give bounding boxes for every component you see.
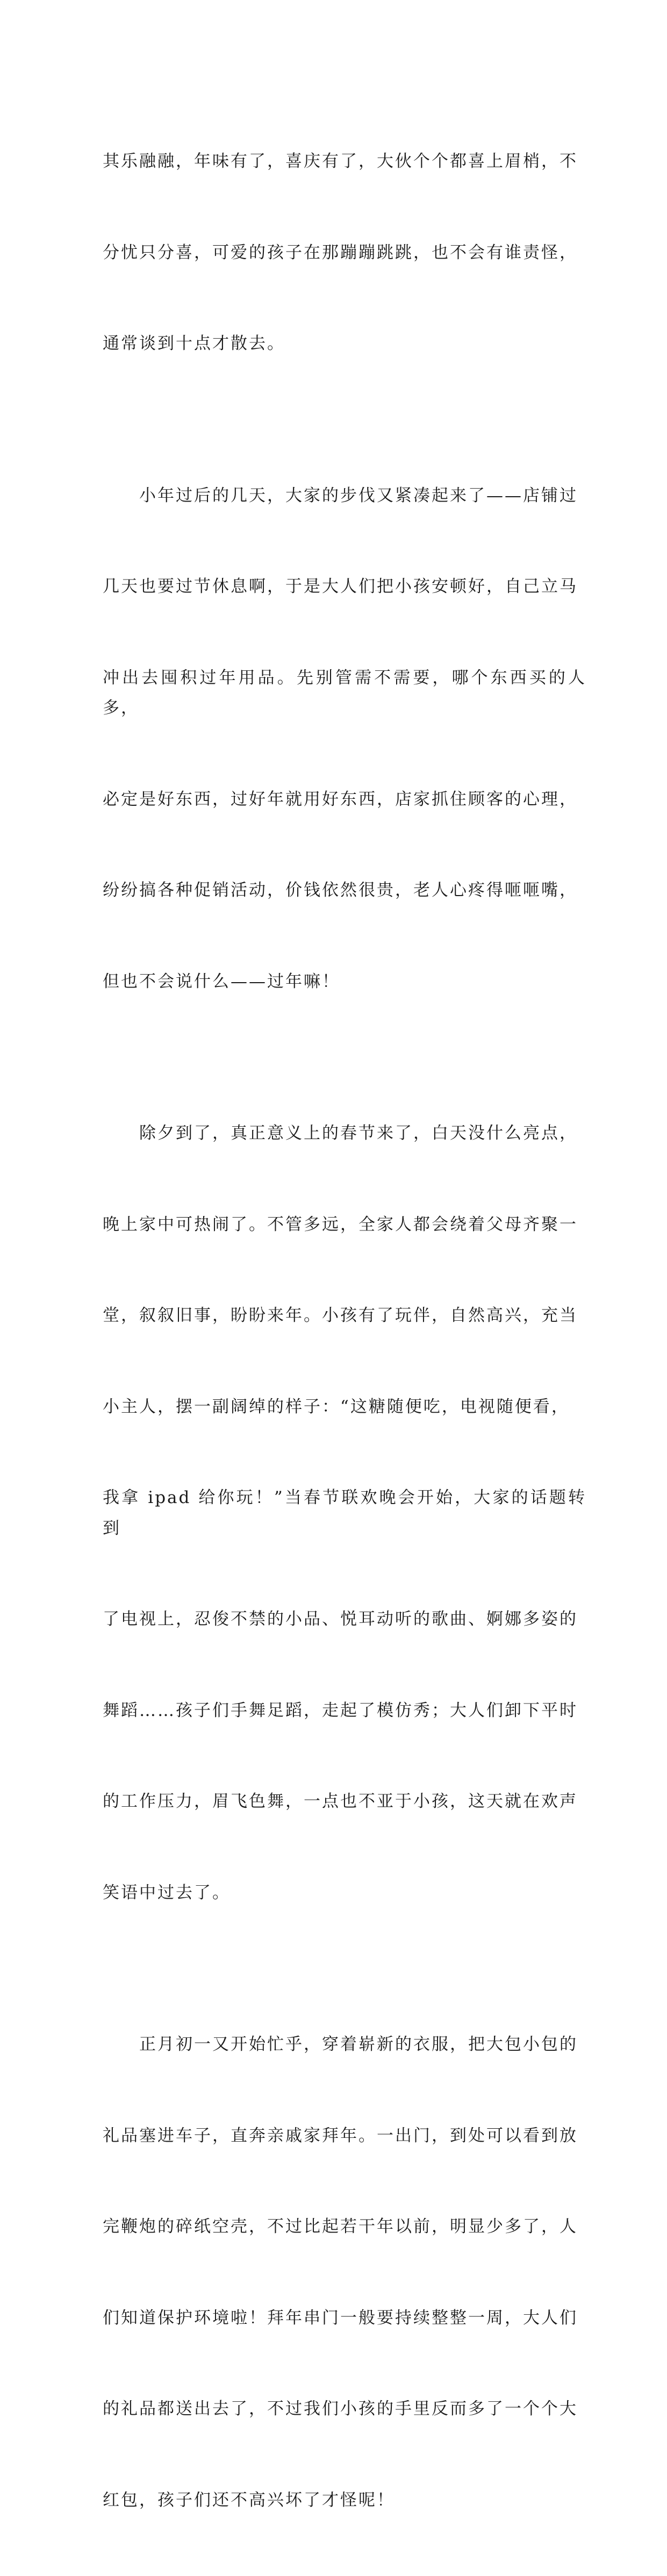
text-line: 晚上家中可热闹了。不管多远，全家人都会绕着父母齐聚一 <box>103 1214 578 1234</box>
text-line: 正月初一又开始忙乎，穿着崭新的衣服，把大包小包的 <box>103 2035 578 2054</box>
text-line: 通常谈到十点才散去。 <box>103 334 285 353</box>
paragraph-3 <box>103 1057 586 1969</box>
paragraph-2 <box>103 420 586 1058</box>
text-line: 纷纷搞各种促销活动，价钱依然很贵，老人心疼得咂咂嘴， <box>103 881 578 900</box>
text-line: 分忧只分喜，可爱的孩子在那蹦蹦跳跳，也不会有谁责怪， <box>103 242 578 262</box>
paragraph-1 <box>103 85 586 420</box>
text-line: 笑语中过去了。 <box>103 1883 231 1902</box>
text-line: 除夕到了，真正意义上的春节来了，白天没什么亮点， <box>103 1124 578 1143</box>
text-line: 礼品塞进车子，直奔亲戚家拜年。一出门，到处可以看到放 <box>103 2126 578 2145</box>
document-body <box>103 85 586 2576</box>
paragraph-4 <box>103 1969 586 2576</box>
text-line: 的礼品都送出去了，不过我们小孩的手里反而多了一个个大 <box>103 2399 578 2418</box>
text-line: 我拿 ipad 给你玩！”当春节联欢晚会开始，大家的话题转到 <box>103 1488 586 1538</box>
text-line: 冲出去囤积过年用品。先别管需不需要，哪个东西买的人多， <box>103 668 586 718</box>
text-line: 小主人，摆一副阔绰的样子：“这糖随便吃，电视随便看， <box>103 1397 570 1416</box>
text-line: 几天也要过节休息啊，于是大人们把小孩安顿好，自己立马 <box>103 577 578 596</box>
text-line: 小年过后的几天，大家的步伐又紧凑起来了——店铺过 <box>103 485 578 505</box>
text-line: 堂，叙叙旧事，盼盼来年。小孩有了玩伴，自然高兴，充当 <box>103 1306 578 1325</box>
text-line: 了电视上，忍俊不禁的小品、悦耳动听的歌曲、婀娜多姿的 <box>103 1609 578 1629</box>
text-line: 们知道保护环境啦！拜年串门一般要持续整整一周，大人们 <box>103 2308 578 2328</box>
text-line: 的工作压力，眉飞色舞，一点也不亚于小孩，这天就在欢声 <box>103 1792 578 1811</box>
text-line: 红包，孩子们还不高兴坏了才怪呢！ <box>103 2490 395 2510</box>
text-line: 但也不会说什么——过年嘛！ <box>103 971 340 991</box>
text-line: 必定是好东西，过好年就用好东西，店家抓住顾客的心理， <box>103 789 578 809</box>
text-line: 其乐融融，年味有了，喜庆有了，大伙个个都喜上眉梢，不 <box>103 152 578 171</box>
text-line: 完鞭炮的碎纸空壳，不过比起若干年以前，明显少多了，人 <box>103 2217 578 2236</box>
text-line: 舞蹈……孩子们手舞足蹈，走起了模仿秀；大人们卸下平时 <box>103 1700 578 1720</box>
